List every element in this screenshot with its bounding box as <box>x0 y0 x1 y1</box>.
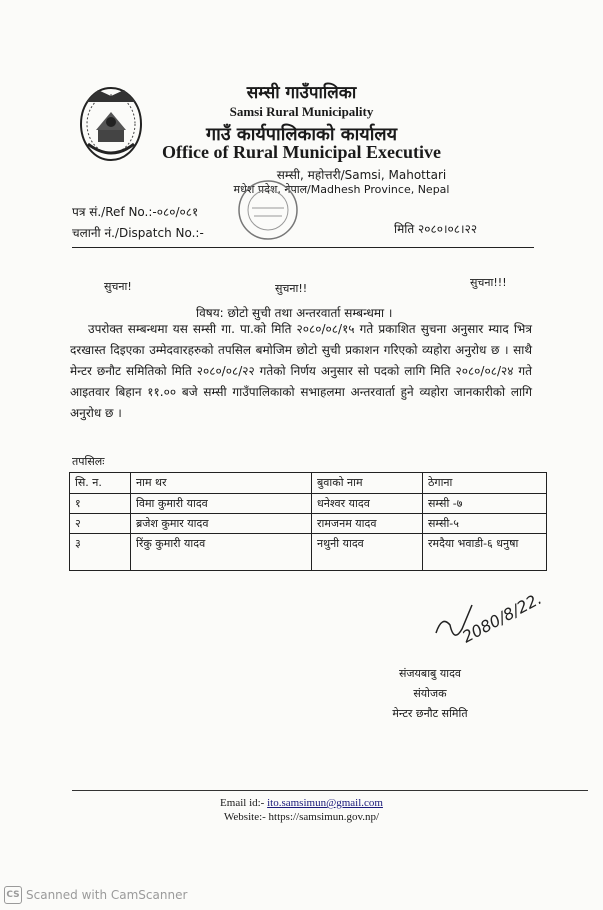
signatory-committee: मेन्टर छनौट समिति <box>392 707 468 720</box>
camscanner-watermark <box>4 886 187 904</box>
candidate-table <box>69 472 547 571</box>
office-seal-stamp <box>236 178 300 242</box>
column-header-name: नाम थर <box>131 473 312 494</box>
cell-address: रमदैया भवाडी-६ धनुषा <box>423 534 547 571</box>
signatory-name: संजयबाबु यादव <box>398 667 462 680</box>
office-title-np: गाउँ कार्यपालिकाको कार्यालय <box>205 124 398 145</box>
municipality-title-np: सम्सी गाउँपालिका <box>246 83 357 103</box>
office-title-en: Office of Rural Municipal Executive <box>162 142 441 162</box>
notice-label-2: सुचना!! <box>275 282 308 295</box>
cell-address: सम्सी-५ <box>423 514 547 534</box>
letter-subject: विषय: छोटो सुची तथा अन्तरवार्ता सम्बन्धमा । <box>196 306 393 320</box>
office-province: मधेश प्रदेश, नेपाल/Madhesh Province, Nepal <box>233 183 450 196</box>
camscanner-logo-icon: CS <box>4 886 22 904</box>
cell-father-name: नथुनी यादव <box>312 534 423 571</box>
footer-divider <box>72 790 588 791</box>
notice-label-3: सुचना!!! <box>470 276 507 289</box>
cell-name: विमा कुमारी यादव <box>131 494 312 514</box>
cell-serial: ३ <box>70 534 131 571</box>
table-row <box>70 534 547 571</box>
cell-name: ब्रजेश कुमार यादव <box>131 514 312 534</box>
cell-name: रिंकु कुमारी यादव <box>131 534 312 571</box>
office-address: सम्सी, महोत्तरी/Samsi, Mahottari <box>276 168 447 182</box>
dispatch-number: चलानी नं./Dispatch No.:- <box>72 226 204 240</box>
details-label: तपसिलः <box>72 455 105 468</box>
reference-number: पत्र सं./Ref No.:-०८०/०८१ <box>72 205 199 219</box>
cell-serial: १ <box>70 494 131 514</box>
table-row <box>70 494 547 514</box>
handwritten-signature <box>432 585 572 655</box>
notice-label-1: सुचना! <box>104 280 132 293</box>
footer-email-label: Email id:- <box>220 797 268 809</box>
cell-address: सम्सी -७ <box>423 494 547 514</box>
cell-father-name: रामजनम यादव <box>312 514 423 534</box>
cell-serial: २ <box>70 514 131 534</box>
table-row <box>70 514 547 534</box>
column-header-serial: सि. न. <box>70 473 131 494</box>
letter-body: उपरोक्त सम्बन्धमा यस सम्सी गा. पा.को मिति २०८०/०८/१५ गते प्रकाशित सुचना अनुसार म्याद भित्र दरखास्त दिइएका उम्मेदवारहरुको तपसिल बमोजिम छोटो सुची प्रकाशन गरिएको व्यहोरा अनुरोध छ । साथै मेन्टर छनौट समितिको मिति २०८०/०८/२२ गतेको निर्णय अनुसार सो पदको लागि मिति २०८०/०८/२४ गते आइतवार बिहान ११.०० बजे सम्सी गाउँपालिकाको सभाहलमा अन्तरवार्ता हुने व्यहोरा जानकारीको लागि अनुरोध छ । <box>70 322 532 420</box>
letter-date: मिति २०८०।०८।२२ <box>394 222 478 236</box>
footer-website[interactable]: Website:- https://samsimun.gov.np/ <box>223 811 380 823</box>
header-divider <box>72 247 534 248</box>
column-header-address: ठेगाना <box>423 473 547 494</box>
signature-date: 2080/8/22. <box>458 588 545 647</box>
footer-email-line <box>0 797 603 809</box>
column-header-father-name: बुवाको नाम <box>312 473 423 494</box>
table-header-row <box>70 473 547 494</box>
signatory-role: संयोजक <box>413 687 447 700</box>
cell-father-name: धनेश्वर यादव <box>312 494 423 514</box>
municipality-title-en: Samsi Rural Municipality <box>229 104 374 119</box>
camscanner-text: Scanned with CamScanner <box>26 888 188 902</box>
footer-email-link[interactable]: ito.samsimun@gmail.com <box>267 797 383 809</box>
